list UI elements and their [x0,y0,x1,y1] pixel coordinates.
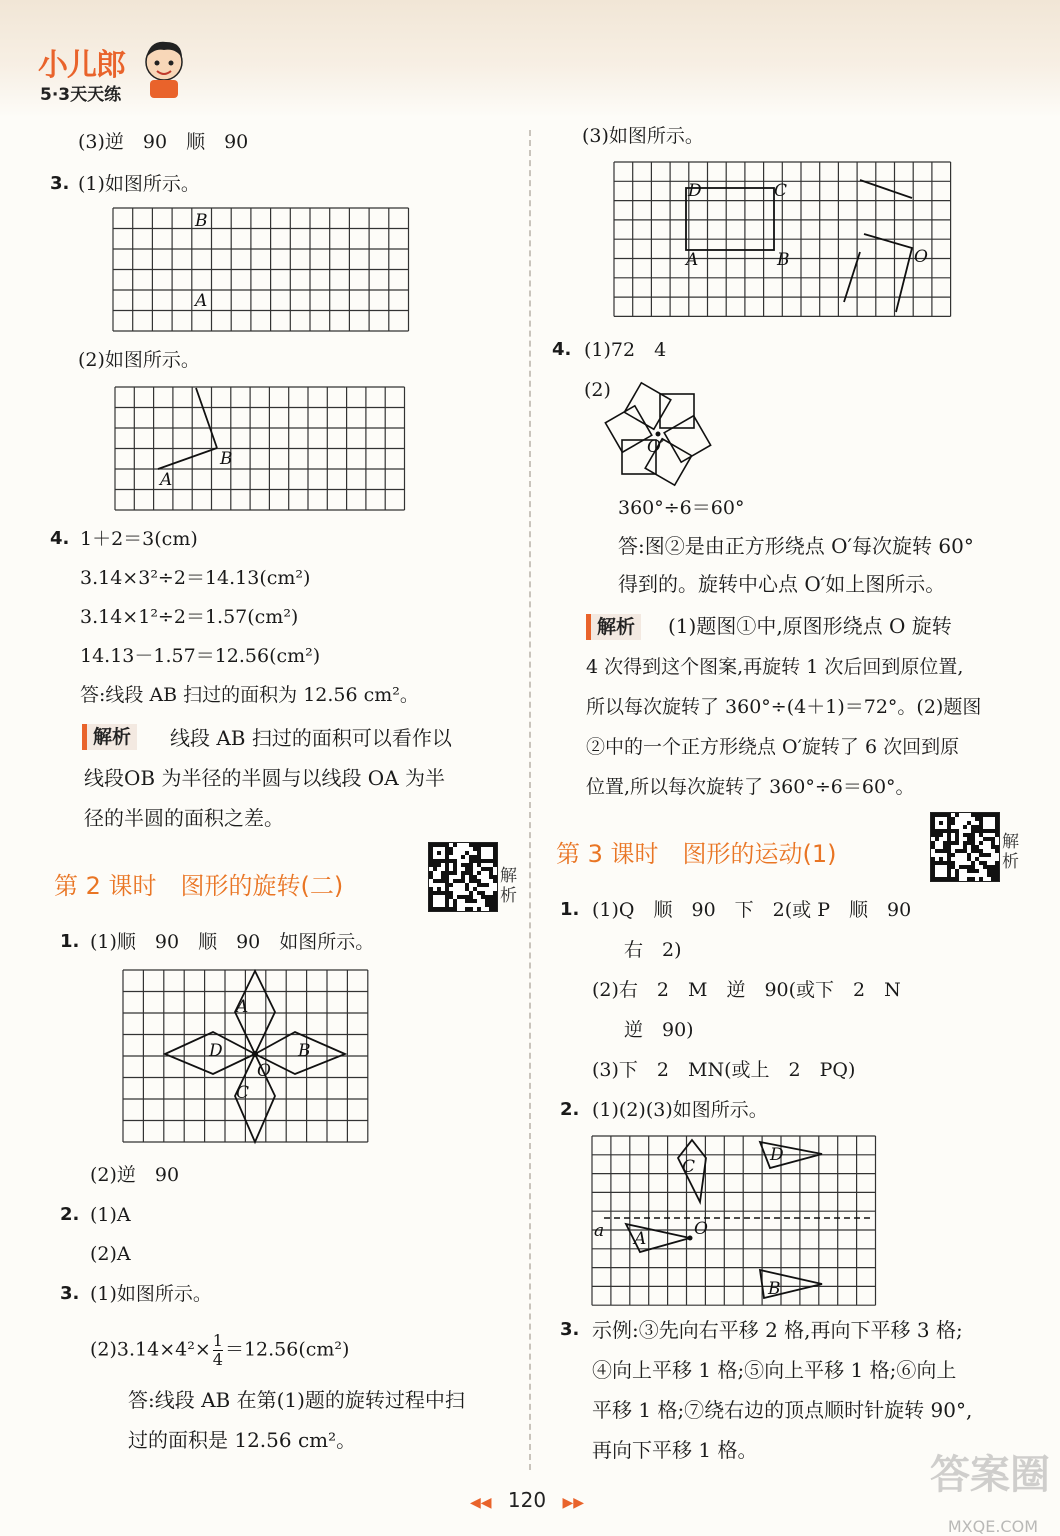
qr-label: 解析 [1002,832,1019,872]
answer-line: (3)逆 90 顺 90 [78,131,249,153]
section-title: 第 2 课时 图形的旋转(二) [54,872,344,900]
formula-line: 360°÷6＝60° [618,497,745,519]
qr-label: 解析 [500,866,517,906]
label-a: A [236,997,249,1017]
label-b: B [195,211,208,231]
analysis-text: ②中的一个正方形绕点 O′旋转了 6 次回到原 [586,736,960,758]
label-c: C [774,181,788,201]
answer-line: (1)A [90,1204,131,1226]
label-a: A [195,291,208,311]
formula-line: 3.14×1²÷2＝1.57(cm²) [80,606,299,628]
question-number: 1. [60,931,80,952]
label-c: C [236,1083,250,1103]
label-d: D [688,181,702,201]
answer-line: 答:线段 AB 在第(1)题的旋转过程中扫 [128,1388,465,1412]
fraction-numerator: 1 [212,1331,223,1350]
label-a: A [634,1229,647,1249]
question-number: 3. [60,1283,80,1304]
answer-line: (2)A [90,1243,131,1265]
answer-line: (2)如图所示。 [78,349,200,371]
formula-line: 14.13－1.57＝12.56(cm²) [80,645,321,667]
question-number: 4. [552,339,572,360]
answer-line: (1)Q 顺 90 下 2(或 P 顺 90 [592,899,912,921]
answer-line: (1)如图所示。 [78,173,200,195]
page-footer [470,1488,584,1512]
answer-line: 答:图②是由正方形绕点 O′每次旋转 60° [618,534,974,558]
analysis-text: 4 次得到这个图案,再旋转 1 次后回到原位置, [586,656,964,678]
answer-line: (3)如图所示。 [582,125,704,147]
answer-line: 得到的。旋转中心点 O′如上图所示。 [618,572,946,596]
watermark-logo: 答案圈 [930,1452,1050,1498]
label-b: B [220,449,233,469]
label-a: A [160,470,173,490]
label-d: D [209,1041,223,1061]
next-page-icon[interactable]: ▶▶ [562,1495,584,1511]
label-a: A [686,250,699,270]
series-name: 5·3天天练 [40,85,122,105]
answer-line: (1)顺 90 顺 90 如图所示。 [90,931,375,953]
question-number: 3. [50,173,70,194]
question-number: 1. [560,899,580,920]
answer-line: (1)(2)(3)如图所示。 [592,1099,768,1121]
answer-line: 右 2) [624,939,682,961]
answer-line: 逆 90) [624,1019,694,1041]
analysis-badge: 解析 [586,614,641,640]
question-number: 4. [50,528,70,549]
analysis-text: 线段 AB 扫过的面积可以看作以 [170,726,452,750]
answer-line: 再向下平移 1 格。 [592,1438,758,1462]
label-o-prime: O′ [647,437,665,457]
answer-line: 平移 1 格;⑦绕右边的顶点顺时针旋转 90°, [592,1398,973,1422]
section-title: 第 3 课时 图形的运动(1) [556,840,837,868]
formula-part: (2)3.14×4²× [90,1338,211,1361]
answer-line: 过的面积是 12.56 cm²。 [128,1428,357,1452]
page-number: 120 [507,1488,547,1512]
answer-line: (2) [584,379,611,401]
prev-page-icon[interactable]: ◀◀ [470,1495,492,1511]
question-number: 2. [560,1099,580,1120]
fraction-denominator: 4 [212,1350,223,1369]
analysis-badge: 解析 [82,724,137,750]
answer-line: (2)逆 90 [90,1164,180,1186]
answer-line: ④向上平移 1 格;⑤向上平移 1 格;⑥向上 [592,1358,957,1382]
question-number: 2. [60,1204,80,1225]
label-b: B [298,1041,311,1061]
grid-lines [592,1136,876,1305]
watermark-url: MXQE.COM [947,1517,1038,1536]
label-o: O [694,1219,708,1239]
answer-line: (1)72 4 [584,339,667,361]
formula-part: ＝12.56(cm²) [224,1338,350,1361]
analysis-text: 径的半圆的面积之差。 [84,806,284,830]
analysis-text: (1)题图①中,原图形绕点 O 旋转 [668,614,952,638]
answer-line: (1)如图所示。 [90,1283,212,1305]
formula-line: 1＋2＝3(cm) [80,528,198,550]
label-line-a: a [594,1221,605,1241]
label-o: O [914,247,928,267]
brand-logo: 小儿郎 [38,48,125,83]
answer-line: 答:线段 AB 扫过的面积为 12.56 cm²。 [80,684,419,706]
answer-line: (3)下 2 MN(或上 2 PQ) [592,1059,856,1081]
analysis-text: 线段OB 为半径的半圆与以线段 OA 为半 [84,766,446,790]
label-d: D [770,1145,784,1165]
label-b: B [768,1279,781,1299]
formula-line: 3.14×3²÷2＝14.13(cm²) [80,567,311,589]
analysis-text: 所以每次旋转了 360°÷(4＋1)＝72°。(2)题图 [586,696,982,718]
question-number: 3. [560,1319,580,1340]
answer-line: (2)右 2 M 逆 90(或下 2 N [592,979,901,1001]
analysis-text: 位置,所以每次旋转了 360°÷6＝60°。 [586,776,915,798]
label-b: B [777,250,790,270]
label-o: O [257,1061,271,1081]
answer-line: 示例:③先向右平移 2 格,再向下平移 3 格; [592,1318,963,1342]
label-c: C [682,1157,696,1177]
